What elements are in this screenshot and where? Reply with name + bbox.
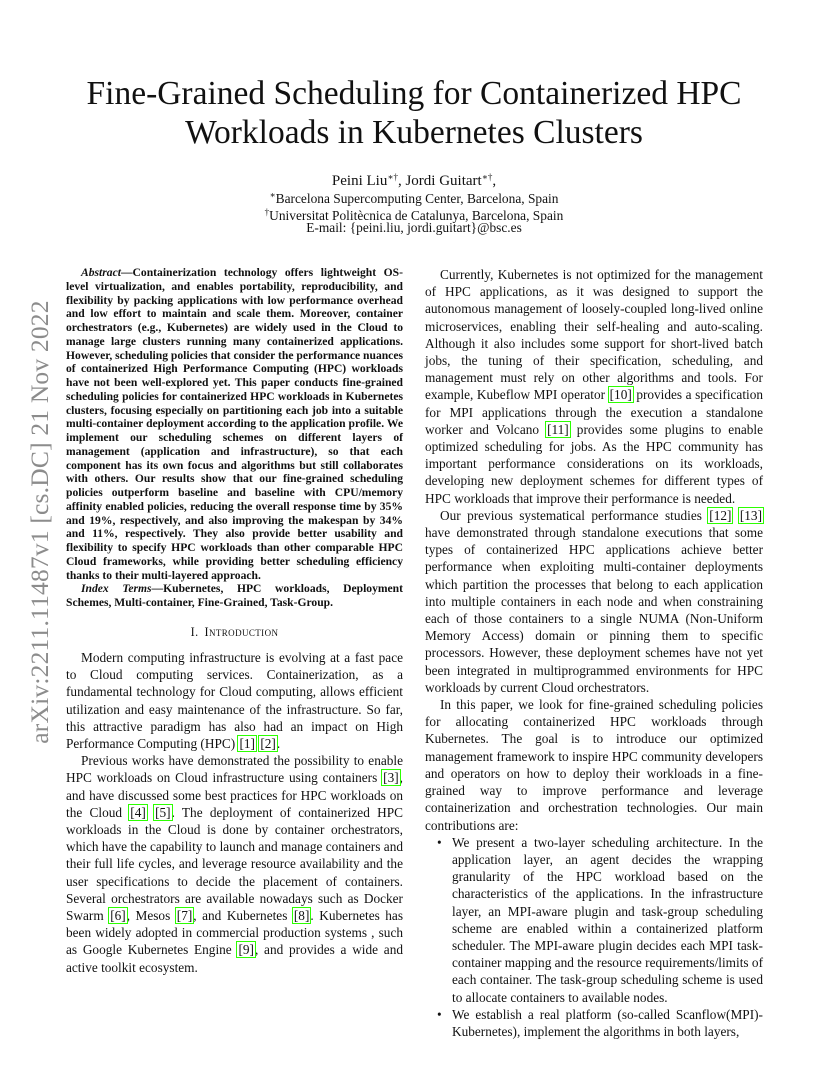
affiliation-1-mark: ∗ <box>269 190 276 200</box>
arxiv-identifier-stamp <box>18 272 62 772</box>
body-paragraph <box>425 507 763 696</box>
citation-link[interactable]: [12] <box>709 507 732 523</box>
author-email: E-mail: {peini.liu, jordi.guitart}@bsc.es <box>306 220 522 235</box>
left-column <box>66 266 403 976</box>
paragraph-text: In this paper, we look for fine-grained scheduling policies for allocating containerized HPC workloads through Kubernetes. The goal is to introduce our optimized management framework to inspire HPC community developers and operators on how to deploy their workloads in a fine-grained way to improve performance and leverage containerization and orchestration technologies. Our main contributions are: <box>425 697 763 833</box>
paragraph-text: . The deployment of containerized HPC workloads in the Cloud is done by container orchestrators, which have the capability to launch and manage containers and their full life cycles, and leverage resource availability and the user specifications to decide the placement of containers. Several orchestrators are available nowadays such as Docker Swarm <box>66 804 403 923</box>
section-title: Introduction <box>204 624 279 639</box>
affiliation-2-mark: † <box>264 206 270 217</box>
paragraph-text: Modern computing infrastructure is evolving at a fast pace to Cloud computing services. Containerization, as a fundamental technology for Cloud computing, allows efficient utilization and easy maintenance of the infrastructure. So far, this attractive paradigm has also had an impact on High Performance Computing (HPC) <box>66 649 403 751</box>
section-number: I. <box>190 624 199 639</box>
contribution-item <box>425 834 763 1006</box>
body-paragraph <box>66 649 403 752</box>
citation-link[interactable]: [10] <box>609 387 632 403</box>
body-paragraph <box>425 266 763 507</box>
bullet-icon: • <box>437 834 442 850</box>
contribution-text: We present a two-layer scheduling architecture. In the application layer, an agent decides the wrapping granularity of the HPC workload based on the characteristics of the applications. In the infrastructure layer, an MPI-aware plugin and task-group scheduling scheme are enabled within a containerized platform scheduler. The MPI-aware plugin decides each MPI task-container mapping and the resource requirements/limits of each container. The task-group scheduling scheme is used to allocate containers to available nodes. <box>452 834 763 1005</box>
citation-link[interactable]: [13] <box>739 507 763 523</box>
paragraph-text: Our previous systematical performance studies <box>440 507 709 523</box>
citation-link[interactable]: [3] <box>383 770 399 786</box>
right-body-text <box>425 266 763 834</box>
paragraph-text: , and Kubernetes <box>193 908 293 923</box>
section-heading-introduction <box>66 624 403 641</box>
paragraph-text <box>147 805 154 820</box>
paragraph-text: provides some plugins to enable optimized scheduling for jobs. As the HPC community has important performance considerations on its workloads, developing new deployment schemes for different types of HPC workloads that improve their performance is needed. <box>425 421 764 506</box>
citation-link[interactable]: [2] <box>260 735 276 751</box>
affiliation-2-text: Universitat Politècnica de Catalunya, Barcelona, Spain <box>269 207 564 223</box>
affiliation-1-text: Barcelona Supercomputing Center, Barcelona, Spain <box>275 191 559 206</box>
body-paragraph <box>425 696 763 834</box>
paragraph-text: , and have discussed some best practices for HPC workloads on the Cloud <box>66 770 403 820</box>
paragraph-text: provides a specification for MPI applications through the execution a standalone worker and Volcano <box>425 387 764 437</box>
author-1-name: Peini Liu <box>331 173 388 189</box>
citation-link[interactable]: [9] <box>238 942 254 958</box>
contributions-list <box>425 834 763 1040</box>
abstract-text: —Containerization technology offers lightweight OS-level virtualization, and enables portability, reproducibility, and flexibility by packing applications with low performance overhead and low effort to maintain and scale them. Moreover, container orchestrators (e.g., Kubernetes) are widely used in the Cloud to manage large clusters running many containerized applications. However, scheduling policies that consider the performance nuances of containerized High Performance Computing (HPC) workloads have not been well-explored yet. This paper conducts fine-grained scheduling policies for containerized HPC workloads in Kubernetes clusters, focusing especially on partitioning each job into a suitable multi-container deployment according to the application profile. We implement our scheduling schemes on different layers of management (application and infrastructure), so that each component has its own focus and algorithms but still collaborates with others. Our results show that our fine-grained scheduling policies outperform baseline and baseline with CPU/memory affinity enabled policies, reducing the overall response time by 35% and 19%, respectively, and also improving the makespan by 34% and 11%, respectively. They also provide better usability and flexibility to specify HPC workloads than other comparable HPC Cloud frameworks, while providing better scheduling efficiency thanks to their multi-layered approach. <box>66 266 403 582</box>
left-body-text <box>66 649 403 976</box>
paragraph-text: , and provides a wide and active toolkit ecosystem. <box>66 942 403 975</box>
author-2-name: , Jordi Guitart <box>397 173 482 189</box>
paragraph-text: . Kubernetes has been widely adopted in commercial production systems , such as Google Kubernetes Engine <box>66 908 404 958</box>
paragraph-text: , Mesos <box>126 908 176 923</box>
bullet-icon: • <box>437 1006 442 1022</box>
abstract <box>66 266 403 582</box>
index-terms-text: —Kubernetes, HPC workloads, Deployment Schemes, Multi-container, Fine-Grained, Task-Group. <box>66 582 403 609</box>
author-line-end: , <box>492 173 497 189</box>
citation-link[interactable]: [8] <box>293 908 310 923</box>
body-paragraph <box>66 752 403 976</box>
paragraph-text: have demonstrated through standalone executions that some types of containerized HPC applications achieve better performance when exploiting multi-container deployments which partition the processes that belong to each application into multiple containers in each node and when constraining each of those containers to a single NUMA (Non-Uniform Memory Access) domain or pinning them to specific processors. However, these deployment schemes have not yet been integrated in multiprogrammed environments for HPC workloads by current Cloud orchestrators. <box>425 525 763 695</box>
index-terms <box>66 582 403 610</box>
paragraph-text: Currently, Kubernetes is not optimized for the management of HPC applications, as it was designed to support the autonomous management of loosely-coupled long-lived online microservices, enabling their self-healing and auto-scaling. Although it also includes some support for short-lived batch jobs, the tuning of their specification, scheduling, and management must rely on other algorithms and tools. For example, Kubeflow MPI operator <box>425 267 763 403</box>
paper-title: Fine-Grained Scheduling for Containerized HPC Workloads in Kubernetes Clusters <box>86 75 742 151</box>
arxiv-identifier-text: arXiv:2211.11487v1 [cs.DC] 21 Nov 2022 <box>25 300 54 744</box>
paragraph-text <box>732 508 738 523</box>
citation-link[interactable]: [1] <box>239 735 255 751</box>
index-terms-label: Index Terms <box>81 582 152 596</box>
citation-link[interactable]: [4] <box>130 804 146 820</box>
contribution-text: We establish a real platform (so-called Scanflow(MPI)-Kubernetes), implement the algorithms in both layers, <box>452 1006 763 1039</box>
citation-link[interactable]: [5] <box>155 804 171 820</box>
right-column <box>425 266 763 1040</box>
author-1-marks: ∗† <box>387 172 398 182</box>
citation-link[interactable]: [7] <box>176 908 193 923</box>
author-2-marks: ∗† <box>481 172 493 182</box>
paragraph-text: . <box>276 735 281 751</box>
citation-link[interactable]: [6] <box>110 908 126 923</box>
paragraph-text: Previous works have demonstrated the possibility to enable HPC workloads on Cloud infrastructure using containers <box>66 753 403 786</box>
abstract-label: Abstract <box>81 266 121 279</box>
contribution-item <box>425 1006 763 1040</box>
citation-link[interactable]: [11] <box>547 421 569 437</box>
